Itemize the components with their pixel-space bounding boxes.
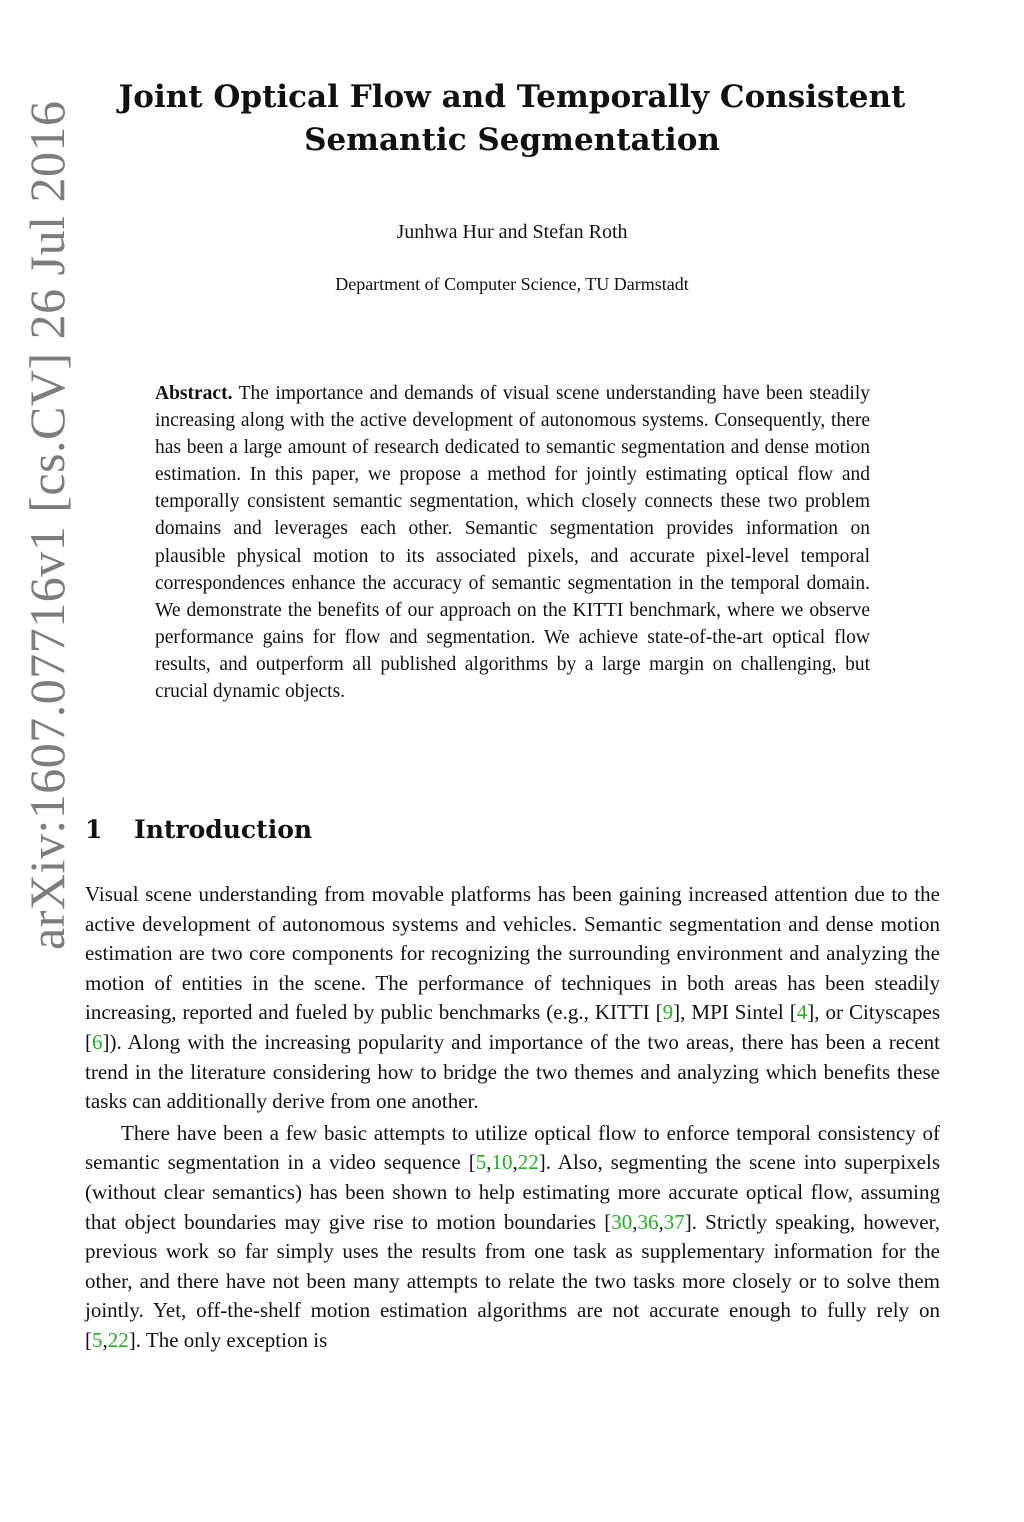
citation-link[interactable]: 5 [92,1327,103,1352]
citation-link[interactable]: 22 [517,1150,539,1175]
paragraph-text: There have been a few basic attempts to utilize optical flow to enforce temporal consistency of semantic segmentation in a video sequence [ [85,1120,940,1175]
section-heading [85,812,785,848]
paragraph-text: ], MPI Sintel [ [673,1000,797,1025]
citation-link[interactable]: 9 [662,1000,674,1025]
abstract-text: The importance and demands of visual scene understanding have been steadily increasing along with the active development of autonomous systems. Consequently, there has been a large amount of research dedicated to semantic segmentation and dense motion estimation. In this paper, we propose a method for jointly estimating optical flow and temporally consistent semantic segmentation, which closely connects these two problem domains and leverages each other. Semantic segmentation provides information on plausible physical motion to its associated pixels, and accurate pixel-level temporal correspondences enhance the accuracy of semantic segmentation in the temporal domain. We demonstrate the benefits of our approach on the KITTI benchmark, where we observe performance gains for flow and segmentation. We achieve state-of-the-art optical flow results, and outperform all published algorithms by a large margin on challenging, but crucial dynamic objects. [155,383,870,703]
paragraph-text: ]. Also, segmenting the scene into superpixels (without clear semantics) has been shown to help estimating more accurate optical flow, assuming that object boundaries may give rise to motion boundaries [ [85,1150,940,1234]
citation-link[interactable]: 4 [796,1000,808,1025]
citation-separator: , [512,1150,518,1175]
intro-paragraph-2 [85,1119,940,1356]
paragraph-text: ]. The only exception is [128,1327,328,1352]
abstract [155,380,870,705]
section-number: 1 [85,815,103,844]
paragraph-text: ]. Strictly speaking, however, previous work so far simply uses the results from one task as supplementary information for the other, and there have not been many attempts to relate the two tasks more closely or to solve them jointly. Yet, off-the-shelf motion estimation algorithms are not accurate enough to fully rely on [ [85,1209,940,1352]
paper-title: Joint Optical Flow and Temporally Consistent Semantic Segmentation [118,79,906,158]
citation-link[interactable]: 36 [637,1209,659,1234]
abstract-label: Abstract. [155,383,233,404]
affiliation: Department of Computer Science, TU Darmstadt [335,274,689,294]
paragraph-text: Visual scene understanding from movable platforms has been gaining increased attention due to the active development of autonomous systems and vehicles. Semantic segmentation and dense motion estimation are two core components for recognizing the surrounding environment and analyzing the motion of entities in the scene. The performance of techniques in both areas has been steadily increasing, reported and fueled by public benchmarks (e.g., KITTI [ [85,882,940,1025]
citation-link[interactable]: 5 [475,1150,487,1175]
intro-paragraph-1 [85,880,940,1117]
citation-link[interactable]: 22 [107,1327,129,1352]
citation-link[interactable]: 30 [611,1209,633,1234]
citation-link[interactable]: 10 [491,1150,513,1175]
citation-separator: , [102,1327,108,1352]
citation-link[interactable]: 37 [663,1209,685,1234]
authors: Junhwa Hur and Stefan Roth [396,221,628,243]
section-title: Introduction [134,815,313,844]
citation-link[interactable]: 6 [92,1029,103,1054]
citation-separator: , [632,1209,638,1234]
citation-separator: , [486,1150,492,1175]
arxiv-side-stamp: arXiv:1607.07716v1 [cs.CV] 26 Jul 2016 [19,100,75,950]
paragraph-text: ], or Cityscapes [ [85,1000,940,1054]
paragraph-text: ]). Along with the increasing popularity and importance of the two areas, there has been a recent trend in the literature considering how to bridge the two themes and analyzing which benefits these tasks can additionally derive from one another. [85,1029,940,1114]
introduction-body [85,880,940,1356]
citation-separator: , [658,1209,664,1234]
